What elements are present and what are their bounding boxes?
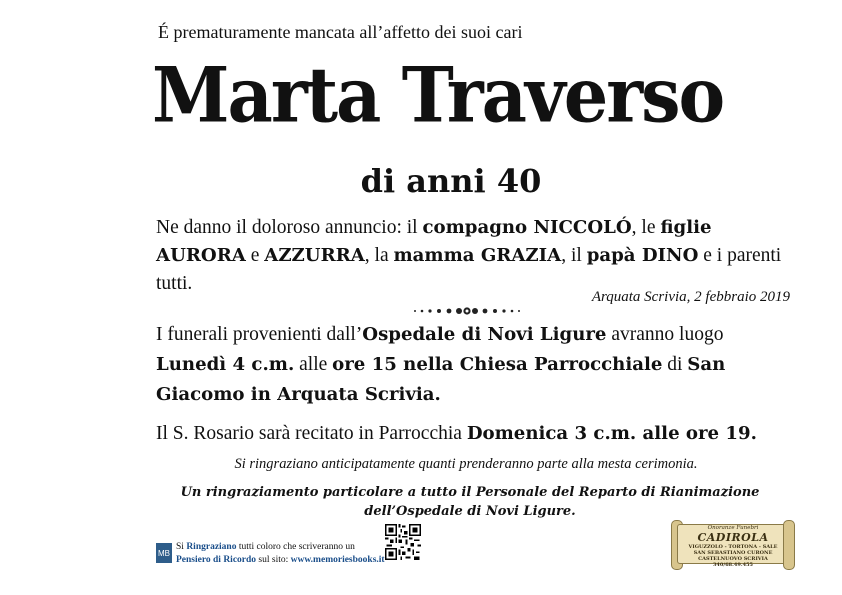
funeral-bold: Ospedale di Novi Ligure bbox=[362, 324, 607, 345]
announcement-text: , le bbox=[631, 217, 661, 238]
announcement-text: Ne danno il doloroso annuncio: il bbox=[156, 217, 423, 238]
funeral-text: di bbox=[662, 354, 688, 375]
general-thanks: Si ringraziano anticipatamente quanti prenderanno parte alla mesta cerimonia. bbox=[234, 456, 698, 472]
rosary-text: Il S. Rosario sarà recitato in Parrocchia bbox=[156, 423, 467, 444]
footer-highlight: Ringraziano bbox=[186, 542, 237, 552]
stamp-phone: 340/68.49.455 bbox=[712, 562, 754, 568]
stamp-top: Onoranze Funebri bbox=[707, 525, 759, 531]
funeral-text: avranno luogo bbox=[606, 324, 724, 345]
footer-text bbox=[176, 541, 385, 567]
announcement-bold: mamma GRAZIA bbox=[393, 245, 562, 266]
funeral-paragraph bbox=[156, 320, 796, 410]
memoriesbooks-link[interactable]: www.memoriesbooks.it bbox=[290, 555, 385, 565]
memoriesbooks-logo: MB bbox=[156, 543, 172, 563]
special-thanks bbox=[170, 483, 770, 521]
stamp-line-3: CASTELNUOVO SCRIVIA bbox=[698, 556, 768, 562]
funeral-bold: ore 15 nella Chiesa Parrocchiale bbox=[332, 354, 663, 375]
announcement-bold: compagno NICCOLÓ bbox=[422, 217, 632, 238]
footer-text-part: tutti coloro che scriveranno un bbox=[236, 542, 355, 552]
intro-text: É prematuramente mancata all’affetto dei suoi cari bbox=[158, 22, 523, 42]
funeral-text: alle bbox=[294, 354, 333, 375]
special-thanks-line-1: Un ringraziamento particolare a tutto il Personale del Reparto di Rianimazione bbox=[180, 485, 760, 500]
funeral-bold: San Giacomo in Arquata Scrivia. bbox=[156, 354, 726, 405]
stamp-line-2: SAN SEBASTIANO CURONE bbox=[693, 550, 773, 556]
announcement-text: , il bbox=[561, 245, 587, 266]
qr-code-icon[interactable] bbox=[385, 524, 421, 560]
stamp-line-1: VIGUZZOLO - TORTONA - SALE bbox=[688, 544, 778, 550]
scroll-roll-right bbox=[783, 520, 795, 570]
footer-text-part: sul sito: bbox=[256, 555, 291, 565]
footer-text-part: Si bbox=[176, 542, 187, 552]
funeral-bold: Lunedì 4 c.m. bbox=[156, 354, 295, 375]
age-text: di anni 40 bbox=[360, 162, 542, 200]
deceased-name: Marta Traverso bbox=[152, 50, 724, 140]
footer-note bbox=[156, 541, 386, 567]
announcement-text: , la bbox=[364, 245, 394, 266]
announcement-text: e i parenti tutti. bbox=[156, 245, 782, 294]
footer-highlight: Pensiero di Ricordo bbox=[176, 555, 257, 565]
stamp-text bbox=[683, 525, 783, 568]
funeral-home-stamp bbox=[671, 520, 795, 568]
announcement-text: e bbox=[245, 245, 265, 266]
announcement-bold: figlie AURORA bbox=[156, 217, 712, 266]
funeral-text: I funerali provenienti dall’ bbox=[156, 324, 363, 345]
announcement-paragraph bbox=[156, 214, 796, 298]
announcement-bold: papà DINO bbox=[586, 245, 699, 266]
place-date: Arquata Scrivia, 2 febbraio 2019 bbox=[591, 289, 790, 305]
announcement-bold: AZZURRA bbox=[264, 245, 365, 266]
special-thanks-line-2: dell’Ospedale di Novi Ligure. bbox=[364, 504, 576, 519]
stamp-name: CADIROLA bbox=[697, 531, 769, 544]
rosary-bold: Domenica 3 c.m. alle ore 19. bbox=[466, 423, 757, 444]
rosary-paragraph bbox=[156, 420, 796, 448]
ornament-divider bbox=[412, 305, 522, 317]
